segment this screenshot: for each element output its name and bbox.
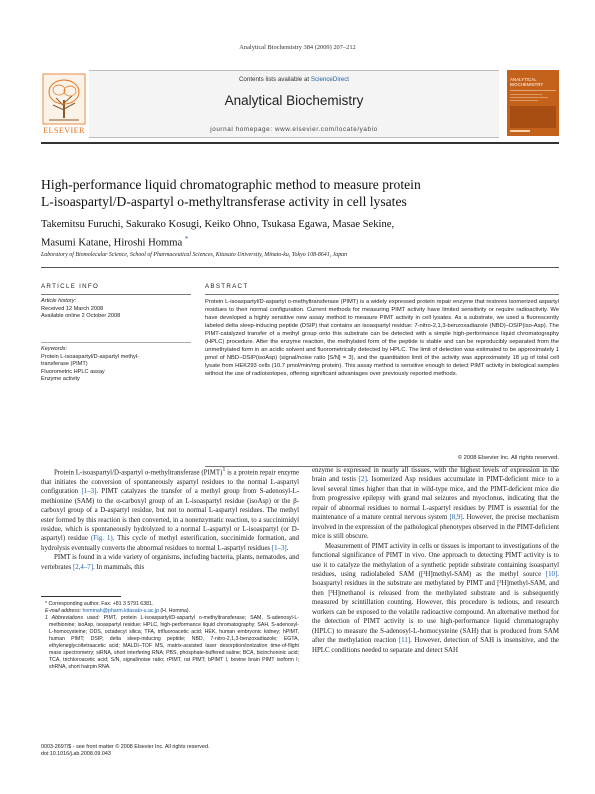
body-paragraph <box>41 466 299 553</box>
footnote-mark[interactable]: 1 <box>222 467 226 473</box>
affiliation: Laboratory of Biomolecular Science, School of Pharmaceutical Sciences, Kitasato University, Minato-ku, Tokyo 108-8641, Japan <box>41 252 348 258</box>
body-text: . PIMT catalyzes the transfer of a methyl group from S-adenosyl-L-methionine (SAM) to the α-carboxyl group of an L-isoaspartyl residue (isoAsp) or the β-carboxyl group of a D-aspartyl residue, but not to normal L-aspartyl residues. The methyl ester formed by this reaction is then converted, in a nonenzymatic reaction, to a succinimidyl residue, which is spontaneously hydrolyzed to a normal L-aspartyl or L-isoaspartyl (or D-aspartyl) residue <box>41 488 299 543</box>
figure-link[interactable]: (Fig. 1) <box>90 535 113 543</box>
body-text: PIMT is found in a wide variety of organisms, including bacteria, plants, nematodes, and vertebrates <box>41 554 299 571</box>
article-info-rule <box>41 294 191 295</box>
body-text: . <box>286 544 289 552</box>
email-suffix: (H. Homma). <box>158 607 191 614</box>
citation-link[interactable]: [10] <box>545 570 558 578</box>
body-text: Protein L-isoaspartyl/D-aspartyl o-methyltransferase (PIMT) <box>54 469 223 477</box>
title-line-1: High-performance liquid chromatographic method to measure protein <box>41 177 421 192</box>
article-history <box>41 298 191 321</box>
bottom-matter <box>41 744 299 759</box>
abbreviations-text: PIMT, protein L-isoaspartyl/D-aspartyl o-methyltransferase; SAM, S-adenosyl-L-methionine; isoAsp, isoaspartyl residue; HPLC, high-performance liquid chromatography; SAH, S-adenosyl-L-homocysteine; ODS, octadecyl silica; TFA, trifluoroacetic acid; HEK, human embryonic kidney; hPIMT, human PIMT; DSIP, delta sleep-inducing peptide; NBD, 7-nitro-2,1,3-benzoxadiazole; EGTA, ethyleneglycoltetraacetic acid; MALDI–TOF MS, matrix-assisted laser desorption/ionization time-of-flight mass spectrometry; siRNA, short interfering RNA; PBS, phosphate-buffered saline; BCA, bicinchoninic acid; TCA, trichloroacetic acid; S/N, signal/noise ratio; rPIMT, rat PIMT; bPIMT I, bovine brain PIMT isoform I; shRNA, short hairpin RNA. <box>49 614 299 670</box>
footnote-rule <box>41 596 121 597</box>
journal-homepage[interactable]: journal homepage: www.elsevier.com/locate/yabio <box>210 126 378 133</box>
body-text: . However, detection of SAH is insensitive, and the HPLC conditions needed to separate and detect SAH <box>312 637 559 654</box>
body-paragraph <box>312 466 559 542</box>
history-label: Article history: <box>41 298 77 304</box>
journal-title: Analytical Biochemistry <box>224 93 364 108</box>
abbreviations-footnote <box>45 614 299 671</box>
keywords-block <box>41 346 191 384</box>
body-column-left <box>41 466 299 572</box>
footnotes <box>41 601 299 671</box>
citation-link[interactable]: [8,9] <box>449 514 463 522</box>
authors-line-2: Masumi Katane, Hiroshi Homma <box>41 237 183 249</box>
corresponding-footnote: * Corresponding author. Fax: +81 3 5791 6381. <box>45 601 154 607</box>
email-link[interactable]: hommah@pharm.kitasato-u.ac.jp <box>82 607 159 614</box>
keywords-label: Keywords: <box>41 346 68 352</box>
doi-line[interactable]: doi:10.1016/j.ab.2008.09.043 <box>41 751 111 758</box>
article-info-heading: ARTICLE INFO <box>41 283 100 290</box>
abstract-rule <box>205 294 559 295</box>
citation-link[interactable]: [1–3] <box>271 544 287 552</box>
issn-line: 0003-2697/$ - see front matter © 2008 Elsevier Inc. All rights reserved. <box>41 744 210 750</box>
title-line-2: L-isoaspartyl/D-aspartyl o-methyltransferase activity in cell lysates <box>41 194 407 209</box>
citation-link[interactable]: [2,4–7] <box>72 563 94 571</box>
masthead-panel <box>89 70 499 138</box>
abstract-heading: ABSTRACT <box>205 283 249 290</box>
body-text: . In mammals, this <box>93 563 145 571</box>
header-rule <box>41 142 559 144</box>
keyword-item: Protein L-isoaspartyl/D-aspartyl methyl- <box>41 353 139 360</box>
elsevier-tree-icon <box>41 72 87 134</box>
body-text: . This cycle of methyl esterification, succinimide formation, and hydrolysis eventually converts the abnormal residues to normal L-aspartyl residues <box>41 535 299 552</box>
citation-link[interactable]: [2] <box>358 476 367 484</box>
body-column-right <box>312 466 559 655</box>
body-text: is a protein repair enzyme that initiates the conversion of spontaneously aspartyl residues to the normal L-aspartyl configuration <box>41 469 300 496</box>
keywords-rule <box>41 342 191 343</box>
body-paragraph <box>312 542 559 655</box>
body-paragraph <box>41 553 299 572</box>
body-text: . However, the precise mechanism involved in the expression of the pathological phenotypes observed in the PIMT-deficient mice is still obscure. <box>312 514 559 541</box>
affiliation-rule <box>41 267 559 268</box>
journal-citation: Analytical Biochemistry 384 (2009) 207–212 <box>239 44 356 51</box>
body-text: Measurement of PIMT activity in cells or tissues is important to investigations of the functional significance of PIMT in vivo. One approach to detecting PIMT activity is to use it to catalyze the methylation of a synthetic peptide substrate containing isoaspartyl residues, using radiolabeled SAM ([³H]methyl-SAM) as the methyl source <box>312 542 559 578</box>
email-label: E-mail address: <box>45 607 83 614</box>
journal-cover-image <box>507 70 559 136</box>
contents-line <box>89 76 499 83</box>
contents-prefix: Contents lists available at <box>238 76 311 83</box>
sciencedirect-link[interactable]: ScienceDirect <box>310 76 350 83</box>
cover-title: ANALYTICAL BIOCHEMISTRY <box>510 77 544 87</box>
citation-link[interactable]: [1–3] <box>81 488 97 496</box>
citation-link[interactable]: [11] <box>398 637 411 645</box>
abstract-text: Protein L-isoaspartyl/D-aspartyl o-methyltransferase (PIMT) is a widely expressed protein repair enzyme that restores isomerized aspartyl residues to their normal configuration. Current methods for measuring PIMT activity have limited sensitivity or require radioactivity. We have developed a highly sensitive new assay method to measure PIMT activity in cell lysates. As a substrate, we used a fluorescently labeled delta sleep-inducing peptide (DSIP) that contains an isoaspartyl residue: 7-nitro-2,1,3-benzoxadiazole (NBD)–DSIP(iso-Asp). The PIMT-catalyzed transfer of a methyl group onto this substrate can be detected with a simple high-performance liquid chromatography (HPLC) procedure. After the enzyme reaction, the methylated form of the peptide is stable and can be reproducibly separated from the unmethylated form in an acidic solvent and fluorometrically detected by HPLC. The limit of detection was estimated to be approximately 1 pmol of NBD–DSIP(isoAsp) (signal/noise ratio [S/N] = 3), and the quantitation limit of the activity was approximately 18 μg of total cell lysate from HEK293 cells (10.7 pmol/min/mg protein). This assay method is sensitive enough to detect PIMT activity in biological samples without the use of radioisotopes, offering significant advantages over previously reported methods. <box>205 299 559 378</box>
authors-line-1: Takemitsu Furuchi, Sakurako Kosugi, Keiko Ohno, Tsukasa Egawa, Masae Sekine, <box>41 219 395 230</box>
keyword-item: Enzyme activity <box>41 376 80 383</box>
publisher-logo-text: ELSEVIER <box>43 126 85 135</box>
authors-line-2-wrap <box>41 232 559 251</box>
masthead <box>41 70 559 138</box>
corresponding-author-mark[interactable]: * <box>184 235 189 243</box>
body-text: enzyme is expressed in nearly all tissues, with the highest levels of expression in the brain and testis <box>312 467 559 484</box>
body-text: . Isomerized Asp residues accumulate in PIMT-deficient mice to a level several times higher than that in wild-type mice, and the PIMT-deficient mice die from progressive epilepsy with grand mal seizures and myoclonus, indicating that the repair of abnormal residues to normal L-aspartyl residues by PIMT is essential for the maintenance of a mature central nervous system <box>312 476 559 522</box>
keyword-item: transferase (PIMT) <box>41 361 88 368</box>
author-list <box>41 218 559 251</box>
email-footnote <box>45 607 299 615</box>
body-text: . Isoaspartyl residues in the substrate are methylated by PIMT and [³H]methyl-SAM, and then [³H]methanol is released from the methylated substrate and is subsequently measured by scintillation counting. However, this procedure is tedious, and research workers can be exposed to the volatile radioactive compound. An alternative method for the detection of PIMT activity is to use high-performance liquid chromatography (HPLC) to measure the S-adenosyl-L-homocysteine (SAH) that is produced from SAM after the methylation reaction <box>312 570 559 645</box>
abbreviations-label: 1 Abbreviations used: <box>45 614 104 621</box>
article-title <box>41 176 559 210</box>
abstract-copyright: © 2008 Elsevier Inc. All rights reserved. <box>457 455 559 461</box>
available-date: Available online 2 October 2008 <box>41 313 121 320</box>
received-date: Received 12 March 2008 <box>41 305 104 312</box>
keyword-item: Fluorometric HPLC assay <box>41 368 105 375</box>
